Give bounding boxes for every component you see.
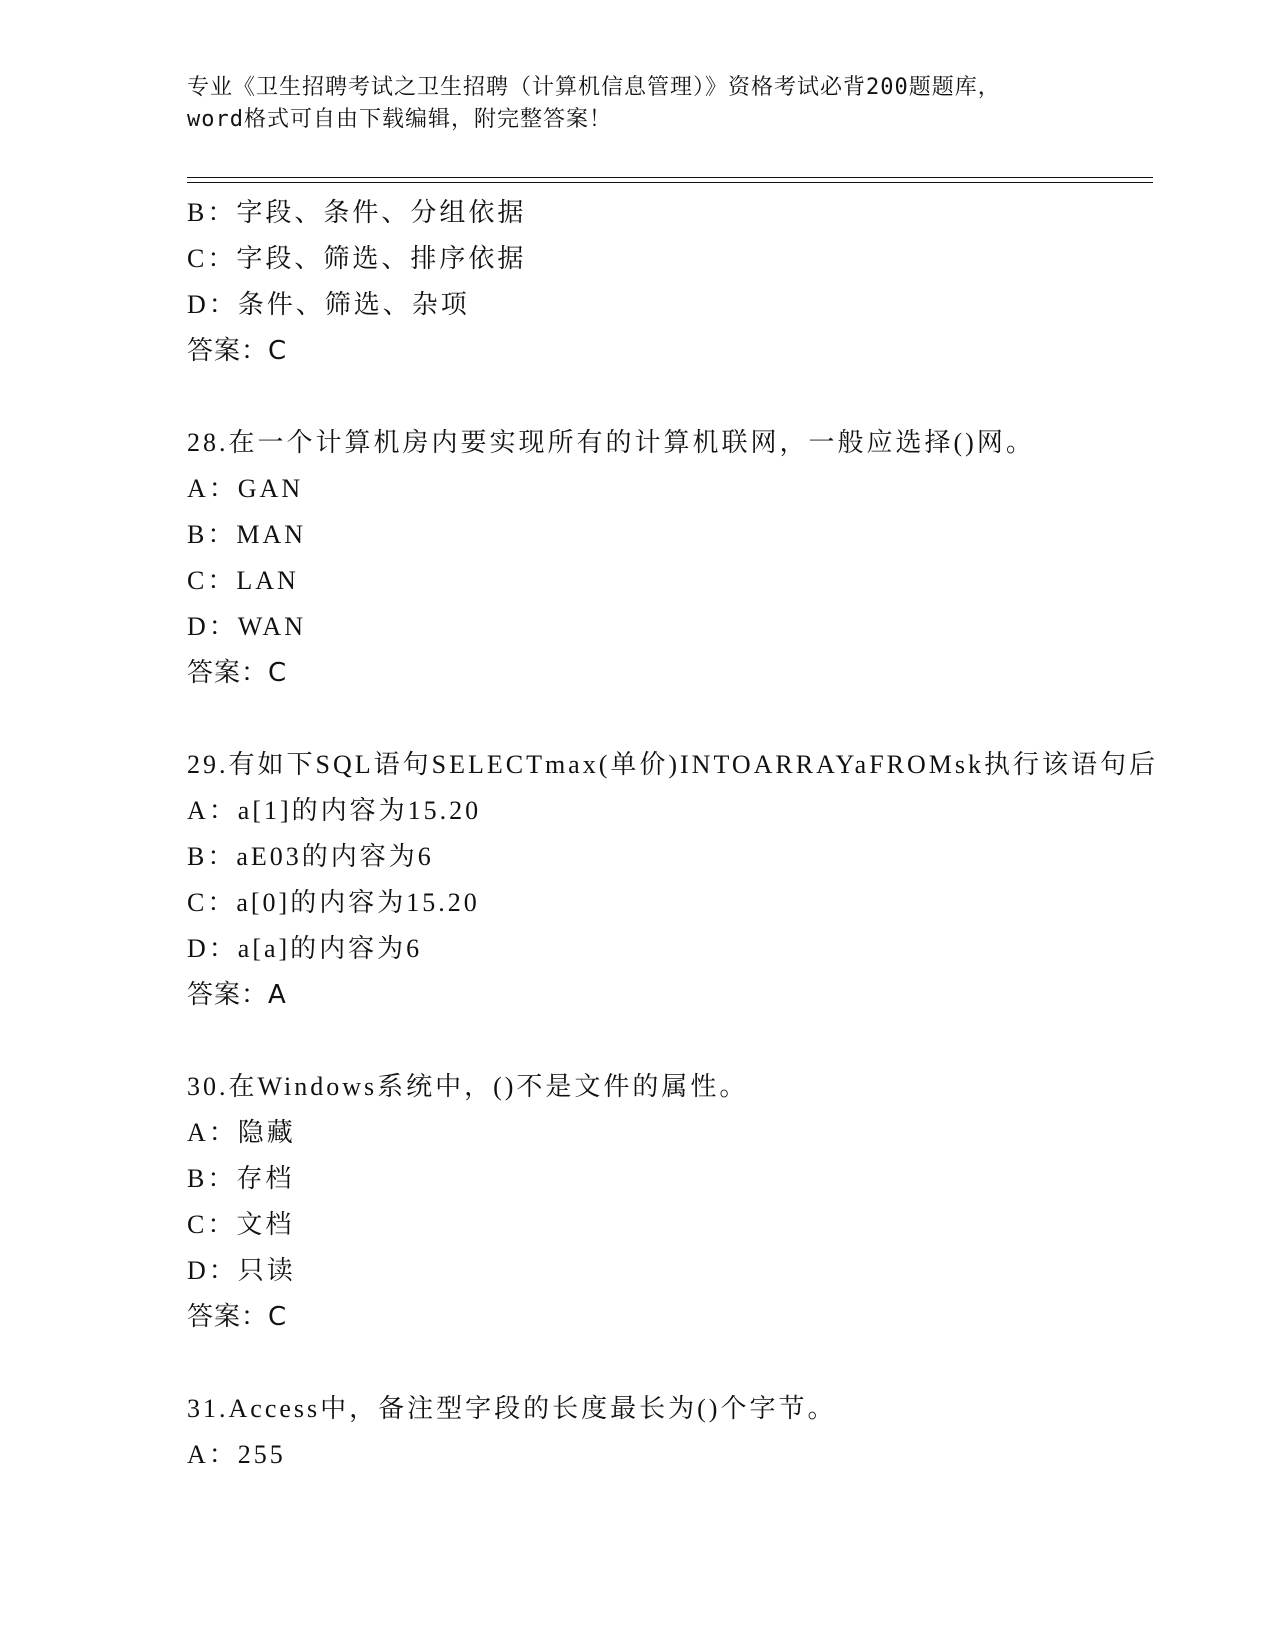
question-28	[187, 420, 1147, 696]
spacer	[187, 1340, 1147, 1386]
option-a: A：255	[187, 1440, 286, 1469]
option-c: C：文档	[187, 1210, 295, 1239]
answer-line: 答案：C	[187, 658, 288, 688]
option-a: A：隐藏	[187, 1118, 296, 1147]
option-c: C：字段、筛选、排序依据	[187, 244, 527, 273]
option-c: C：a[0]的内容为15.20	[187, 888, 480, 917]
option-d: D：只读	[187, 1256, 296, 1285]
option-b: B：字段、条件、分组依据	[187, 198, 527, 227]
question-30	[187, 1064, 1147, 1340]
header-line-2: word格式可自由下载编辑，附完整答案！	[187, 107, 612, 132]
option-d: D：a[a]的内容为6	[187, 934, 423, 963]
option-b: B：aE03的内容为6	[187, 842, 434, 871]
answer-line: 答案：C	[187, 336, 288, 366]
spacer	[187, 1018, 1147, 1064]
spacer	[187, 374, 1147, 420]
spacer	[187, 696, 1147, 742]
header-divider-bottom	[187, 182, 1153, 183]
question-29	[187, 742, 1159, 1018]
option-c: C：LAN	[187, 566, 299, 595]
header-divider-top	[187, 177, 1153, 178]
option-a: A：GAN	[187, 474, 304, 503]
answer-line: 答案：C	[187, 1302, 288, 1332]
question-stem: 31.Access中，备注型字段的长度最长为()个字节。	[187, 1394, 837, 1423]
question-31	[187, 1386, 1147, 1478]
option-a: A：a[1]的内容为15.20	[187, 796, 482, 825]
option-b: B：MAN	[187, 520, 307, 549]
header-line-1: 专业《卫生招聘考试之卫生招聘（计算机信息管理）》资格考试必背200题题库，	[187, 75, 1001, 100]
question-stem: 30.在Windows系统中，()不是文件的属性。	[187, 1072, 749, 1101]
document-header	[187, 72, 1147, 136]
question-stem: 28.在一个计算机房内要实现所有的计算机联网，一般应选择()网。	[187, 428, 1035, 457]
answer-line: 答案：A	[187, 980, 287, 1010]
question-list	[187, 190, 1159, 1478]
question-stem: 29.有如下SQL语句SELECTmax(单价)INTOARRAYaFROMsk执行该语句后	[187, 750, 1159, 779]
option-b: B：存档	[187, 1164, 295, 1193]
option-d: D：条件、筛选、杂项	[187, 290, 470, 319]
option-d: D：WAN	[187, 612, 306, 641]
